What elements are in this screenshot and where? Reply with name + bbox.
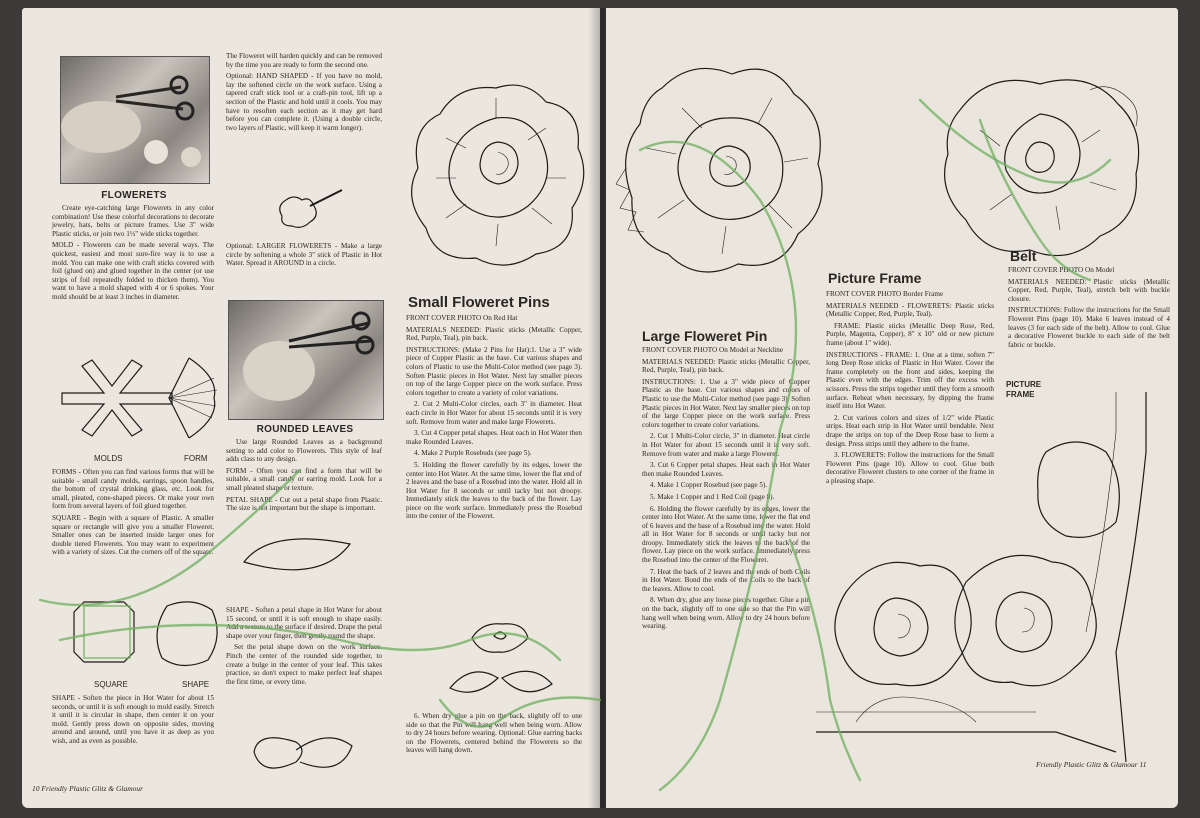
rounded-leaves-title: ROUNDED LEAVES	[256, 424, 354, 435]
soften-petal-paragraph: SHAPE - Soften a petal shape in Hot Water for about 15 second, or until it is soft enough to shape easily. Add a texture to the surface if desired. Drape the petal shape over your finger, then gently round the shape.	[226, 606, 382, 640]
flowerets-mold: MOLD - Flowerets can be made several ways. The quickest, easiest and most sure-fire way is to use a mold. You can make one with craft sticks covered with foil (glued on) and glued together in the center (or use strips of foil repeatedly folded to thicken them). You want to have a mold shaped with 4 or 6 spokes. Your mold should be at least 3 inches in diameter.	[52, 241, 214, 301]
forms-paragraph: FORMS - Often you can find various forms that will be suitable - small candy molds, earrings, spoon handles, the bottom of crystal drinking glass, etc. Look for small, pleated, cone-shaped pieces. Or make your own form from several layers of foil glued together.	[52, 468, 214, 511]
right-page-footer: Friendly Plastic Glitz & Glamour 11	[1036, 760, 1147, 769]
picture-frame-corner-drawing	[816, 392, 1166, 762]
small-pins-step-5: 5. Holding the flower carefully by its edges, lower the center into Hot Water. At the same time, lower the flat end of 2 leaves and the base of a Rosebud into the water. Hold all in Hot Water for 8 seconds or until tacky but not droopy. Immediately stick the leaves to the back of the flower. Lay piece on the work surface. Immediately press the Rosebud into the center of the Floweret.	[406, 460, 582, 521]
left-page-footer: 10 Friendly Plastic Glitz & Glamour	[32, 784, 144, 793]
large-pin-step-3: 3. Cut 6 Copper petal shapes. Heat each in Hot Water then make Rounded Leaves.	[642, 461, 810, 478]
belt-instructions: INSTRUCTIONS: Follow the instructions for the Small Floweret Pins (page 10). Make 6 leaves instead of 4 leaves (3 for each side of the belt). Allow to cool. Glue a decorative Floweret buckle to each side of the belt fabric or buckle.	[1008, 306, 1170, 349]
large-pin-step-1: INSTRUCTIONS: 1. Use a 3" wide piece of Copper Plastic as the base. Cut various shapes and colors of Plastic to use the Multi-Color method (see page 3). Soften Plastic pieces in Hot Water. Next lay smaller pieces on top of the large Copper piece on the work surface. Press colors together to create color variations.	[642, 377, 810, 429]
floweret-tool-drawing	[272, 186, 352, 236]
large-floweret-pin-title: Large Floweret Pin	[642, 328, 768, 344]
small-pins-step-2: 2. Cut 2 Multi-Color circles, each 3" in diameter. Heat each circle in Hot Water for about 15 seconds until it is very soft. Remove from water and make large Flowerets.	[406, 400, 582, 426]
large-pin-step-7: 7. Heat the back of 2 leaves and the ends of both Coils in Hot Water. Bond the ends of the Coils to the back of the leaves. Allow to cool.	[642, 567, 810, 593]
picture-frame-photo: FRONT COVER PHOTO Border Frame	[826, 290, 944, 298]
small-pins-step-6: 6. When dry glue a pin on the back, slightly off to one side so that the Pin will hang well when being worn. Allow to dry 24 hours before wearing. Optional: Glue earring backs on the Flowerets, centered behind the Flowerets so the leaves will hang down.	[406, 712, 582, 755]
small-floweret-pins-title: Small Floweret Pins	[408, 294, 550, 311]
leaf-pinch-drawing	[248, 722, 358, 792]
large-pin-step-4: 4. Make 1 Copper Rosebud (see page 5).	[650, 481, 768, 490]
small-pins-step-4: 4. Make 2 Purple Rosebuds (see page 5).	[414, 449, 532, 458]
small-pins-text-end	[406, 712, 582, 758]
picture-frame-drawing-label: PICTURE FRAME	[1006, 380, 1042, 399]
flowerets-title: FLOWERETS	[101, 190, 167, 201]
larger-flowerets-text	[226, 242, 382, 271]
shape-label: SHAPE	[182, 680, 210, 689]
hands-scissors-icon	[229, 301, 383, 419]
hand-shaped-paragraph: Optional: HAND SHAPED - If you have no mold, lay the softened circle on the work surface. Using a tapered craft stick tool or a craft-pin tool, lift up a section of the Plastic and hold until it cools. You may have to resoften each section as it may get hard before you can complete it. (Using a double circle, two layers of Plastic, will keep it warm longer).	[226, 72, 382, 132]
molds-label: MOLDS	[94, 454, 123, 463]
col2-top-text	[226, 52, 382, 135]
large-pin-photo: FRONT COVER PHOTO On Model at Neckline	[642, 346, 784, 354]
belt-text	[1008, 266, 1170, 352]
col2-intro: The Floweret will harden quickly and can be removed by the time you are ready to form the second one.	[226, 52, 382, 69]
form-paragraph: FORM - Often you can find a form that will be suitable, a small candy or earring mold. Look for a small pleated shape or texture.	[226, 466, 382, 492]
small-pins-materials: MATERIALS NEEDED: Plastic sticks (Metallic Copper, Red, Purple, Teal), pin back.	[406, 325, 582, 343]
pinch-paragraph: Set the petal shape down on the work surface. Pinch the center of the rounded side together, to create a bulge in the center of your leaf. This takes practice, so don't expect to make perfect leaf shapes the first time, or every time.	[226, 643, 382, 686]
picture-frame-title: Picture Frame	[828, 270, 922, 286]
square-label: SQUARE	[94, 680, 128, 689]
small-pins-step-3: 3. Cut 4 Copper petal shapes. Heat each in Hot Water then make Rounded Leaves.	[406, 429, 582, 446]
belt-materials: MATERIALS NEEDED: Plastic sticks (Metallic Copper, Red, Purple, Teal), stretch belt with buckle closure.	[1008, 277, 1170, 303]
rounded-leaves-paragraph: Use large Rounded Leaves as a background setting to add color to Flowerets. This style of leaf adds class to any design.	[226, 438, 382, 464]
picture-frame-frame-materials: FRAME: Plastic sticks (Metallic Deep Rose, Red, Purple, Magenta, Copper), 8" x 10" old or new picture frame (about 1" wide).	[826, 321, 994, 347]
flowerets-intro: Create eye-catching large Flowerets in any color combination! Use these colorful decorations to decorate jewelry, hats, belts or picture frames. Use 3" wide Plastic sticks, or join two 1½" wide sticks together.	[52, 204, 214, 238]
picture-frame-step-1: INSTRUCTIONS - FRAME: 1. One at a time, soften 7" long Deep Rose sticks of Plastic in Hot Water. Cover the frame completely on the front and sides, keeping the Plastic even with the edges. Trim off the excess with scissors. Press the strips together until they form a smooth surface. Reheat when necessary, by dipping the frame itself into Hot Water.	[826, 350, 994, 411]
large-pin-step-2: 2. Cut 1 Multi-Color circle, 3" in diameter. Heat circle in Hot Water for about 15 seconds until it is very soft. Remove from water and make a large Floweret.	[642, 432, 810, 458]
rounded-leaves-text	[226, 438, 382, 516]
belt-title: Belt	[1010, 248, 1037, 264]
left-page	[22, 8, 600, 808]
large-floweret-drawing	[622, 58, 832, 298]
shape-text	[52, 694, 214, 749]
scissors-photo	[60, 56, 210, 184]
right-page	[606, 8, 1178, 808]
picture-frame-step-3: 3. FLOWERETS: Follow the instructions for the Small Floweret Pins (page 10). Allow to cool. Glue both decorative Floweret clusters to one corner of the frame in a pleasing shape.	[826, 451, 994, 485]
picture-frame-materials: MATERIALS NEEDED - FLOWERETS: Plastic sticks (Metallic Copper, Red, Purple, Teal).	[826, 301, 994, 319]
soften-petal-text	[226, 606, 382, 689]
petal-shape-paragraph: PETAL SHAPE - Cut out a petal shape from Plastic. The size is not important but the shape is important.	[226, 495, 382, 513]
forms-text	[52, 468, 214, 560]
flowerets-text	[52, 204, 214, 305]
large-pin-text	[642, 346, 810, 634]
scissors-photo-2	[228, 300, 384, 420]
rosebud-leaves-drawing	[442, 618, 562, 718]
petal-drawing	[240, 528, 360, 588]
large-pin-materials: MATERIALS NEEDED: Plastic sticks (Metallic Copper, Red, Purple, Teal), pin back.	[642, 357, 810, 375]
scissors-photo-icon	[61, 57, 209, 183]
belt-floweret-drawing	[940, 70, 1150, 270]
form-label: FORM	[184, 454, 208, 463]
belt-photo: FRONT COVER PHOTO On Model	[1008, 266, 1115, 274]
small-pins-photo: FRONT COVER PHOTO On Red Hat	[406, 314, 518, 322]
large-pin-step-5: 5. Make 1 Copper and 1 Red Coil (page 8).	[650, 492, 775, 501]
small-pins-text	[406, 314, 582, 524]
larger-flowerets-paragraph: Optional: LARGER FLOWERETS - Make a large circle by softening a whole 3" stick of Plastic in Hot Water. Spread it AROUND in a circle.	[226, 242, 382, 268]
shape-paragraph: SHAPE - Soften the piece in Hot Water for about 15 seconds, or until it is soft enough to mold easily. Stretch it until it is circular in shape, then center it on your mold. Gently press down on opposite sides, moving around and around, until you have it as deep as you wish, and as even as possible.	[52, 694, 214, 745]
large-pin-step-8: 8. When dry, glue any loose pieces together. Glue a pin on the back, slightly off to one side so that the Pin will hang well when being worn. Allow to dry 24 hours before wearing.	[642, 596, 810, 631]
large-pin-step-6: 6. Holding the flower carefully by its edges, lower the center into Hot Water. At the same time, lower the flat end of 6 leaves and the base of a Rosebud into the water. Hold all in Hot Water for 8 seconds or until tacky but not droopy. Immediately stick the leaves to the back of the flower. Lay piece on the work surface. Immediately press the Rosebud into the center of the Floweret.	[642, 504, 810, 565]
molds-drawing	[52, 348, 212, 448]
square-paragraph: SQUARE - Begin with a square of Plastic. A smaller square or rectangle will give you a smaller Floweret. Smaller ones can be inserted inside larger ones for double tiered Flowerets. You may want to experiment with a variety of sizes. Cut the corners off of the square.	[52, 513, 214, 557]
floweret-drawing	[406, 78, 586, 278]
picture-frame-step-2: 2. Cut various colors and sizes of 1/2" wide Plastic strips. Heat each strip in Hot Water until bendable. Next drape the strips on top of the Deep Rose base to form a design. Press strips until they adhere to the frame.	[826, 413, 994, 448]
square-shape-drawing	[62, 596, 222, 676]
small-pins-step-1: INSTRUCTIONS: (Make 2 Pins for Hat):1. Use a 3" wide piece of Copper Plastic as the base. Cut various shapes and colors of Plastic to use the Multi-Color method (see page 3). Soften Plastic pieces in Hot Water. Next lay smaller pieces on top of the large Copper piece on the work surface. Press colors together to create a variety of color variations.	[406, 345, 582, 397]
